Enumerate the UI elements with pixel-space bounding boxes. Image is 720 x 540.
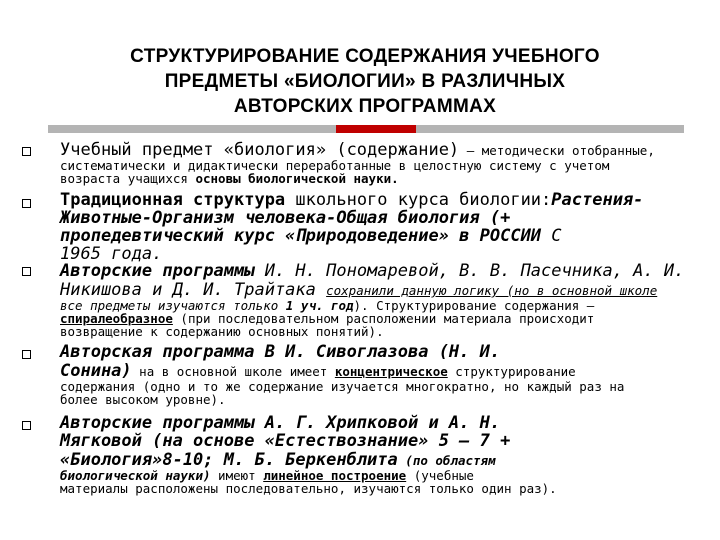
item5-heading-line2: Мягковой (на основе «Естествознание» 5 – 7 + <box>60 431 511 451</box>
item3-structuring: ). Структурирование содержания – <box>353 298 595 313</box>
list-item <box>60 414 700 495</box>
divider-gray-right <box>416 125 684 133</box>
item5-areas: (по областям <box>397 453 496 468</box>
item5-have: имеют <box>210 468 264 483</box>
bullet-square-icon <box>22 199 31 208</box>
list-item <box>60 140 700 185</box>
item4-structuring: структурирование <box>447 364 576 379</box>
divider-red <box>336 125 416 133</box>
item5-heading-line3: «Биология»8-10; М. Б. Беркенблита <box>60 450 398 470</box>
item4-heading-cont: Сонина) <box>60 361 132 381</box>
bullet-square-icon <box>22 147 31 156</box>
item4-concentric: концентрическое <box>334 364 448 379</box>
item3-subjects: все предметы изучаются только <box>60 298 286 313</box>
item5-heading: Авторские программы А. Г. Хрипковой и А. Н. <box>60 413 501 433</box>
item3-logic: сохранили данную логику (но в основной школе <box>326 283 658 298</box>
slide-title <box>70 44 660 119</box>
item2-sequence-start: Растения- <box>551 190 644 210</box>
item4-desc-end: более высоком уровне). <box>60 392 226 407</box>
item1-text-line2: систематически и дидактически переработанные в целостную систему с учетом <box>60 158 610 173</box>
item2-sequence: Животные-Организм человека-Общая биология (+ <box>60 208 511 228</box>
item2-heading: Традиционная структура <box>60 190 286 210</box>
item1-subject: Учебный предмет «биология» (содержание) <box>60 140 460 160</box>
divider-gray-left <box>48 125 336 133</box>
item5-linear: линейное построение <box>263 468 407 483</box>
list-item <box>60 262 700 338</box>
item1-text-line3: возраста учащихся <box>60 171 196 186</box>
bullet-square-icon <box>22 350 31 359</box>
item3-heading: Авторские программы <box>60 261 255 281</box>
bullet-square-icon <box>22 421 31 430</box>
item1-emphasis: основы биологической науки. <box>195 171 399 186</box>
item3-spiral-desc: (при последовательном расположении материала происходит <box>172 311 595 326</box>
item3-duration: 1 уч. год <box>285 298 354 313</box>
item4-desc-line: содержания (одно и то же содержание изучается многократно, но каждый раз на <box>60 379 625 394</box>
title-line-2: ПРЕДМЕТЫ «БИОЛОГИИ» В РАЗЛИЧНЫХ <box>164 71 566 92</box>
item5-desc: материалы расположены последовательно, изучаются только один раз). <box>60 481 557 496</box>
item2-propaedeutic: пропедевтический курс «Природоведение» в РОССИИ <box>60 226 542 246</box>
bullet-square-icon <box>22 267 31 276</box>
item3-authors: И. Н. Пономаревой, В. В. Пасечника, А. И. <box>254 261 685 281</box>
item3-spiral: спиралеобразное <box>60 311 173 326</box>
list-item <box>60 191 700 263</box>
item4-text: на в основной школе имеет <box>131 364 335 379</box>
item1-definition: – методически отобранные, <box>459 143 655 158</box>
item3-authors-cont: Никишова и Д. И. Трайтака <box>60 280 327 300</box>
item2-year: 1965 года. <box>60 244 163 264</box>
item3-return: возвращение к содержанию основных понятий). <box>60 324 384 339</box>
item5-areas-cont: биологической науки) <box>60 468 211 483</box>
title-line-3: АВТОРСКИХ ПРОГРАММАХ <box>233 96 497 117</box>
item4-heading: Авторская программа В И. Сивоглазова (Н. И. <box>60 342 501 362</box>
item2-since: С <box>541 226 562 246</box>
item5-educational: (учебные <box>406 468 474 483</box>
list-item <box>60 343 700 406</box>
item2-text: школьного курса биологии: <box>285 190 552 210</box>
title-line-1: СТРУКТУРИРОВАНИЕ СОДЕРЖАНИЯ УЧЕБНОГО <box>130 46 600 67</box>
